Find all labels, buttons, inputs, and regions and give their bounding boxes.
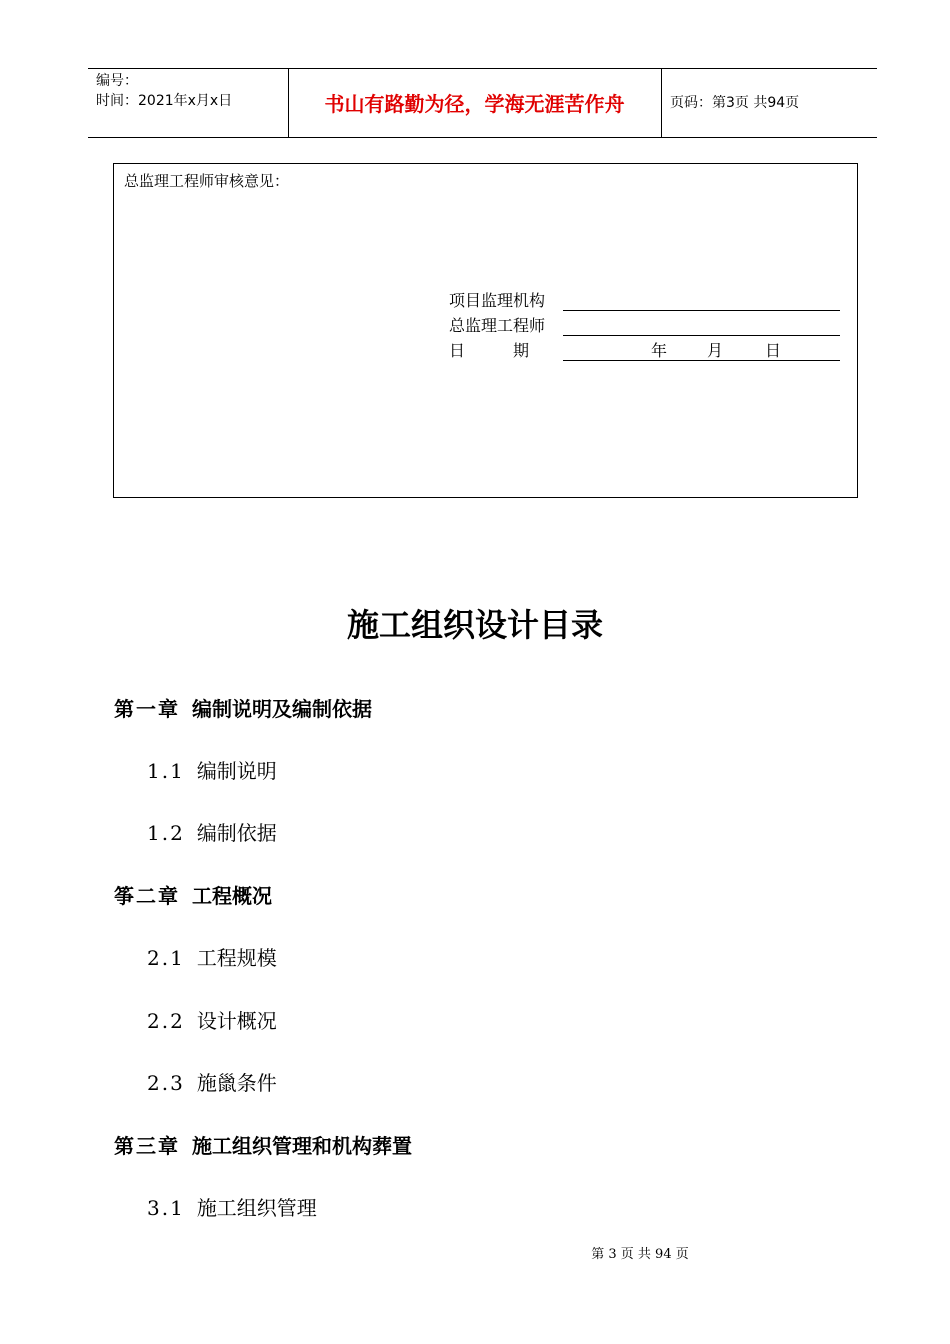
toc-section-2-3 xyxy=(147,1069,277,1097)
toc-text: 编制依据 xyxy=(196,821,277,845)
toc-text: 编制说明及编制依据 xyxy=(192,697,372,721)
date-month: 月 xyxy=(707,341,724,360)
toc-text: 工程概况 xyxy=(192,884,272,908)
date-underline xyxy=(563,360,840,361)
toc-section-1-1 xyxy=(147,757,277,785)
toc-num: 3.1 xyxy=(147,1196,185,1220)
toc-text: 施工组织管理 xyxy=(196,1196,317,1220)
toc-num: 第一章 xyxy=(114,697,180,721)
toc-title: 施工组织设计目录 xyxy=(346,606,603,644)
toc-num: 2.1 xyxy=(147,946,185,970)
sig-org-row xyxy=(449,290,563,312)
toc-text: 编制说明 xyxy=(196,759,277,783)
toc-num: 1.1 xyxy=(147,759,185,783)
engineer-label: 总监理工程师 xyxy=(449,316,546,335)
toc-num: 2.3 xyxy=(147,1071,185,1095)
toc-num: 筝二章 xyxy=(114,884,180,908)
header-page-label: 页码：第3页 共94页 xyxy=(670,95,800,111)
header-page-cell xyxy=(662,69,877,137)
time-label: 时间：2021年x月x日 xyxy=(96,93,233,109)
sig-date-row xyxy=(449,340,841,364)
header-meta-cell xyxy=(88,69,289,137)
toc-text: 施工组织管理和机构葬置 xyxy=(192,1134,412,1158)
header-motto-cell xyxy=(288,69,662,137)
review-box xyxy=(113,163,858,498)
toc-chapter-2 xyxy=(114,882,272,910)
toc-text: 施巤条件 xyxy=(196,1071,277,1095)
opinion-label: 总监理工程师审核意见： xyxy=(124,172,290,190)
toc-text: 设计概况 xyxy=(196,1009,277,1033)
toc-num: 2.2 xyxy=(147,1009,185,1033)
toc-section-1-2 xyxy=(147,819,277,847)
toc-num: 第三章 xyxy=(114,1134,180,1158)
org-underline xyxy=(563,310,840,311)
date-label: 日 期 xyxy=(449,341,530,360)
date-day: 日 xyxy=(765,341,782,360)
header-motto: 书山有路勤为径，学海无涯苦作舟 xyxy=(324,92,625,116)
toc-section-2-1 xyxy=(147,944,277,972)
toc-section-3-1 xyxy=(147,1194,317,1222)
page-header xyxy=(88,68,877,138)
org-label: 项目监理机构 xyxy=(449,291,546,310)
toc-chapter-3 xyxy=(114,1132,412,1160)
date-year: 年 xyxy=(651,341,668,360)
toc-section-2-2 xyxy=(147,1007,277,1035)
sig-engineer-row xyxy=(449,315,563,337)
page-footer: 第 3 页 共 94 页 xyxy=(591,1247,689,1262)
code-label: 编号： xyxy=(96,73,138,89)
toc-num: 1.2 xyxy=(147,821,185,845)
toc-text: 工程规模 xyxy=(196,946,277,970)
engineer-underline xyxy=(563,335,840,336)
toc-chapter-1 xyxy=(114,695,372,723)
